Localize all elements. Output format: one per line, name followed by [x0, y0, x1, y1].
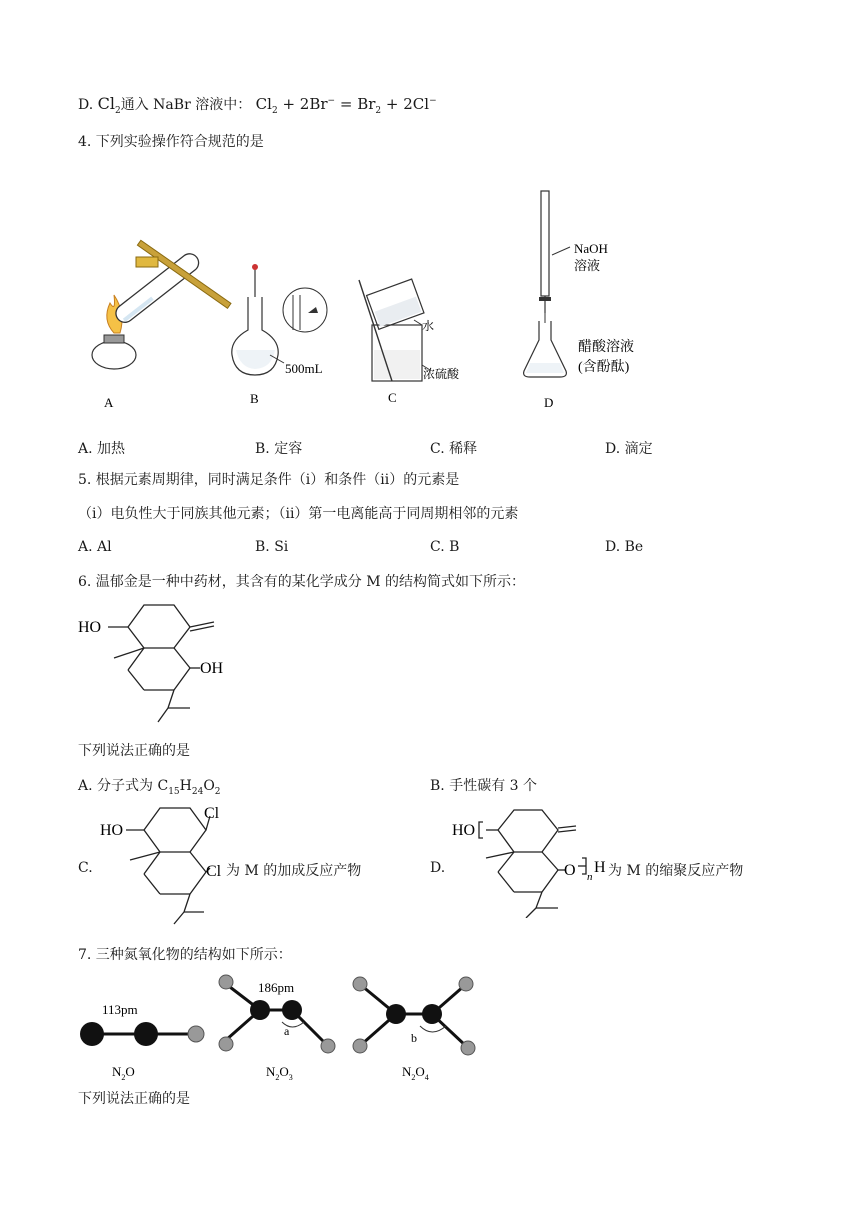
n2o-molecule [80, 1022, 204, 1046]
q6-option-b[interactable]: B. 手性碳有 3 个 [430, 778, 537, 794]
q3-option-d [78, 92, 437, 120]
angle-b: b [411, 1031, 417, 1045]
q6-prompt: 下列说法正确的是 [78, 743, 190, 759]
q6-option-c-text: 为 M 的加成反应产物 [226, 863, 362, 879]
q7-prompt: 下列说法正确的是 [78, 1091, 190, 1107]
q7-structures-figure [78, 968, 488, 1088]
q4-option-b[interactable]: B. 定容 [255, 441, 303, 457]
n2o-bond-length: 113pm [102, 1002, 138, 1017]
label-c: C [388, 390, 397, 405]
n2o-formula: $N_2O$ [112, 1064, 135, 1082]
option-text: 通入 NaBr 溶液中： [120, 97, 252, 113]
q4-option-c[interactable]: C. 稀释 [430, 441, 478, 457]
label-d-flask2: (含酚酞) [578, 360, 630, 375]
equation: $Cl_2 + 2Br^- = Br_2 + 2Cl^-$ [255, 95, 437, 116]
d-h: H [594, 859, 606, 876]
apparatus-a-heating [92, 240, 231, 369]
label-c-acid: 浓硫酸 [423, 367, 460, 381]
formula-cl2: $Cl_2$ [97, 94, 121, 117]
c-ho: HO [100, 822, 124, 839]
apparatus-d-titration [524, 191, 570, 377]
q5-option-b[interactable]: B. Si [255, 539, 289, 555]
label-d-flask: 醋酸溶液 [578, 340, 634, 355]
d-ho: HO [452, 822, 476, 839]
option-prefix: D. [78, 97, 94, 113]
apparatus-c-dilution [359, 279, 430, 381]
q5-stem: 5. 根据元素周期律，同时满足条件（ⅰ）和条件（ⅱ）的元素是 [78, 472, 460, 488]
q6-option-a[interactable]: A. 分子式为 $C_{15}H_{24}O_2$ [78, 778, 221, 797]
c-cl2: Cl [206, 863, 222, 880]
label-b: B [250, 391, 259, 406]
q4-option-d[interactable]: D. 滴定 [605, 441, 653, 457]
angle-a: a [284, 1024, 290, 1038]
q6-structure-m [78, 600, 238, 730]
q7-stem: 7. 三种氮氧化物的结构如下所示： [78, 947, 292, 963]
d-o: O [564, 862, 576, 879]
q6-option-d-text: 为 M 的缩聚反应产物 [608, 863, 744, 879]
label-d-naoh: NaOH [574, 241, 608, 256]
d-n: n [587, 871, 593, 883]
label-d: D [544, 395, 554, 410]
q6-option-c-prefix[interactable]: C. [78, 860, 93, 876]
label-c-water: 水 [422, 319, 435, 333]
n2o3-formula: $N_2O_3$ [266, 1064, 293, 1082]
q5-option-d[interactable]: D. Be [605, 539, 644, 555]
c-cl1: Cl [204, 805, 220, 822]
q6-option-d-prefix[interactable]: D. [430, 860, 446, 876]
q5-option-c[interactable]: C. B [430, 539, 460, 555]
oh-label: OH [200, 660, 224, 677]
q6-option-d-structure [452, 808, 582, 918]
label-d-naoh-solution: 溶液 [574, 258, 601, 273]
q4-option-a[interactable]: A. 加热 [78, 441, 126, 457]
q5-option-a[interactable]: A. Al [78, 539, 112, 555]
q4-apparatus-figure [80, 185, 680, 415]
q6-option-c-structure [98, 800, 238, 930]
label-a: A [104, 395, 114, 410]
q5-conditions: （ⅰ）电负性大于同族其他元素；（ⅱ）第一电离能高于同周期相邻的元素 [78, 506, 519, 522]
n2o3-bond-length: 186pm [258, 980, 295, 995]
q6-stem: 6. 温郁金是一种中药材，其含有的某化学成分 M 的结构简式如下所示： [78, 574, 526, 590]
q4-stem: 4. 下列实验操作符合规范的是 [78, 134, 264, 150]
label-b-volume: 500mL [285, 361, 323, 376]
ho-label: HO [78, 619, 102, 636]
n2o4-formula: $N_2O_4$ [402, 1064, 429, 1082]
q6-option-d-tail [578, 852, 608, 884]
apparatus-b-flask [232, 264, 327, 375]
